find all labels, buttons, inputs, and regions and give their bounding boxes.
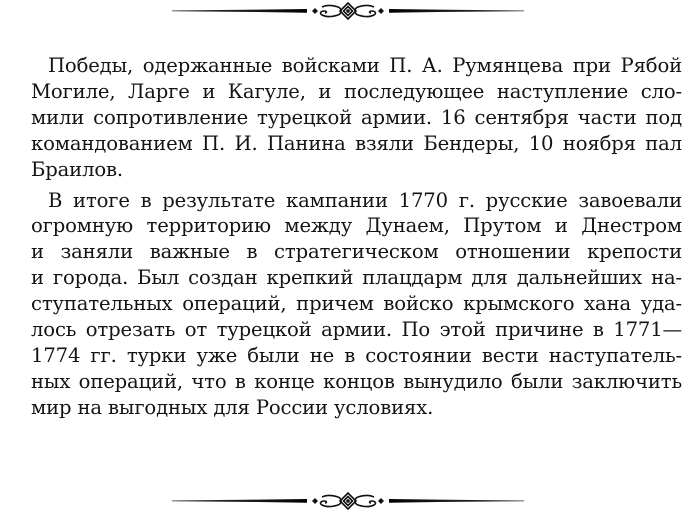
text-line: мили сопротивление турецкой армии. 16 сентября части под (31, 105, 682, 129)
fleuron-divider-icon (172, 491, 524, 511)
text-line: и заняли важные в стратегическом отношении крепости (31, 240, 682, 264)
text-line: Могиле, Ларге и Кагуле, и последующее наступление сло- (31, 79, 682, 103)
paragraph-2 (14, 188, 682, 421)
text-line: и города. Был создан крепкий плацдарм для дальнейших на- (31, 266, 682, 290)
bottom-ornamental-divider (172, 491, 524, 511)
fleuron-divider-icon (172, 1, 524, 21)
text-line: 1774 гг. турки уже были не в состоянии вести наступатель- (31, 343, 682, 367)
paragraph-1 (14, 53, 682, 183)
text-line: Браилов. (31, 157, 123, 181)
text-line: мир на выгодных для России условиях. (31, 395, 434, 419)
text-line: ных операций, что в конце концов вынудило были заключить (31, 369, 682, 393)
text-line: Победы, одержанные войсками П. А. Румянцева при Рябой (48, 54, 682, 77)
text-line: лось отрезать от турецкой армии. По этой причине в 1771— (31, 318, 682, 342)
document-body (14, 53, 682, 421)
top-ornamental-divider (172, 1, 524, 21)
text-line: огромную территорию между Дунаем, Прутом и Днестром (31, 214, 682, 238)
text-line: ступательных операций, причем войско крымского хана уда- (31, 292, 682, 316)
text-line: командованием П. И. Панина взяли Бендеры, 10 ноября пал (31, 131, 682, 155)
text-line: В итоге в результате кампании 1770 г. русские завоевали (48, 188, 682, 212)
